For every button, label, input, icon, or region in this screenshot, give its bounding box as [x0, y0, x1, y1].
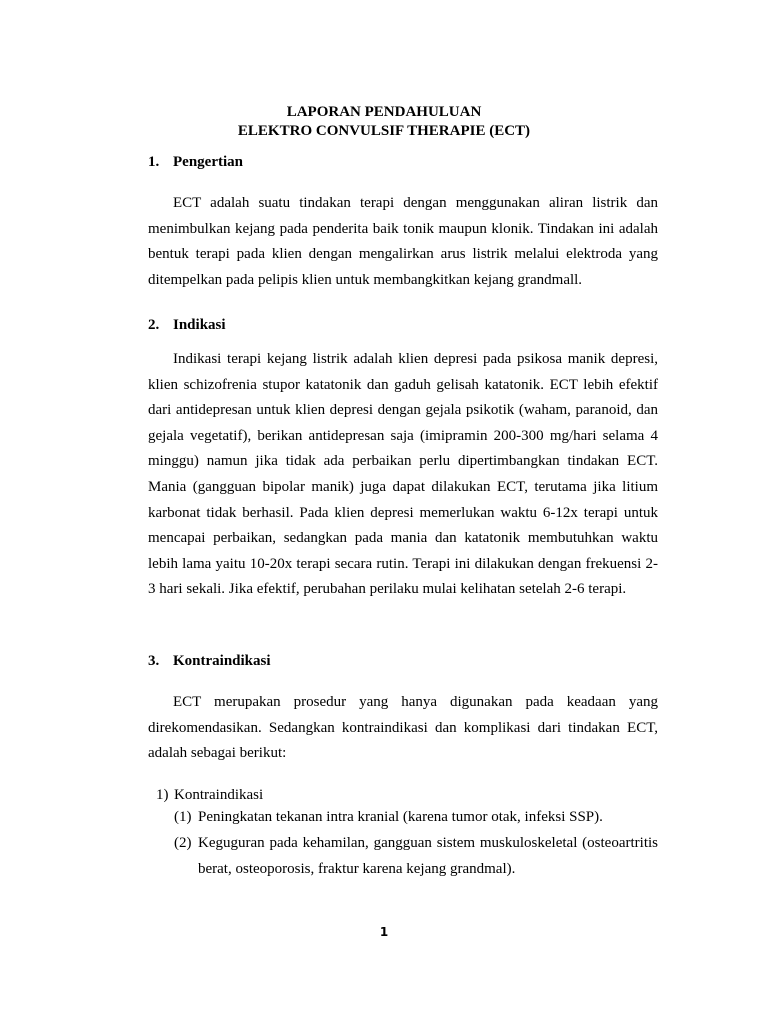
section-2-paragraph: Indikasi terapi kejang listrik adalah klien depresi pada psikosa manik depresi, klien schizofrenia stupor katatonik dan gaduh gelisah katatonik. ECT lebih efektif dari antidepresan untuk klien depresi dengan gejala psikotik (waham, paranoid, dan gejala vegetatif), berikan antidepresan saja (imipramin 200-300 mg/hari selama 4 minggu) namun jika tidak ada perbaikan perlu dipertimbangkan tindakan ECT. Mania (gangguan bipolar manik) juga dapat dilakukan ECT, terutama jika litium karbonat tidak berhasil. Pada klien depresi memerlukan waktu 6-12x terapi untuk mencapai perbaikan, sedangkan pada mania dan katatonik membutuhkan waktu lebih lama yaitu 10-20x terapi secara rutin. Terapi ini dilakukan dengan frekuensi 2-3 hari sekali. Jika efektif, perubahan perilaku mulai kelihatan setelah 2-6 terapi. — [148, 351, 658, 598]
list-label: Kontraindikasi — [174, 787, 264, 803]
list-item-number: (1) — [174, 809, 192, 825]
section-2-number: 2. — [148, 317, 160, 333]
section-1-paragraph: ECT adalah suatu tindakan terapi dengan menggunakan aliran listrik dan menimbulkan kejang pada penderita baik tonik maupun klonik. Tindakan ini adalah bentuk terapi pada klien dengan mengalirkan arus listrik melalui elektroda yang ditempelkan pada pelipis klien untuk membangkitkan kejang grandmall. — [148, 195, 658, 288]
section-1-title: Pengertian — [173, 154, 243, 170]
section-3-heading — [148, 652, 271, 671]
list-item — [174, 804, 658, 830]
list-heading — [156, 786, 263, 805]
page-number: 1 — [379, 925, 389, 939]
list-item-text: Peningkatan tekanan intra kranial (karena tumor otak, infeksi SSP). — [198, 809, 603, 825]
section-2-title: Indikasi — [173, 317, 226, 333]
section-1-number: 1. — [148, 154, 160, 170]
title-line-1: LAPORAN PENDAHULUAN — [286, 104, 482, 120]
list-item-text: Keguguran pada kehamilan, gangguan sistem muskuloskeletal (osteoartritis berat, osteoporosis, fraktur karena kejang grandmal). — [198, 835, 658, 877]
section-3-number: 3. — [148, 653, 160, 669]
list-item-number: (2) — [174, 835, 192, 851]
section-3-paragraph: ECT merupakan prosedur yang hanya digunakan pada keadaan yang direkomendasikan. Sedangkan kontraindikasi dan komplikasi dari tindakan ECT, adalah sebagai berikut: — [148, 694, 658, 762]
section-2-heading — [148, 316, 226, 335]
title-line-2: ELEKTRO CONVULSIF THERAPIE (ECT) — [237, 123, 531, 139]
list-item — [174, 830, 658, 882]
list-number: 1) — [156, 787, 169, 803]
section-3-title: Kontraindikasi — [173, 653, 271, 669]
section-1-heading — [148, 153, 243, 172]
